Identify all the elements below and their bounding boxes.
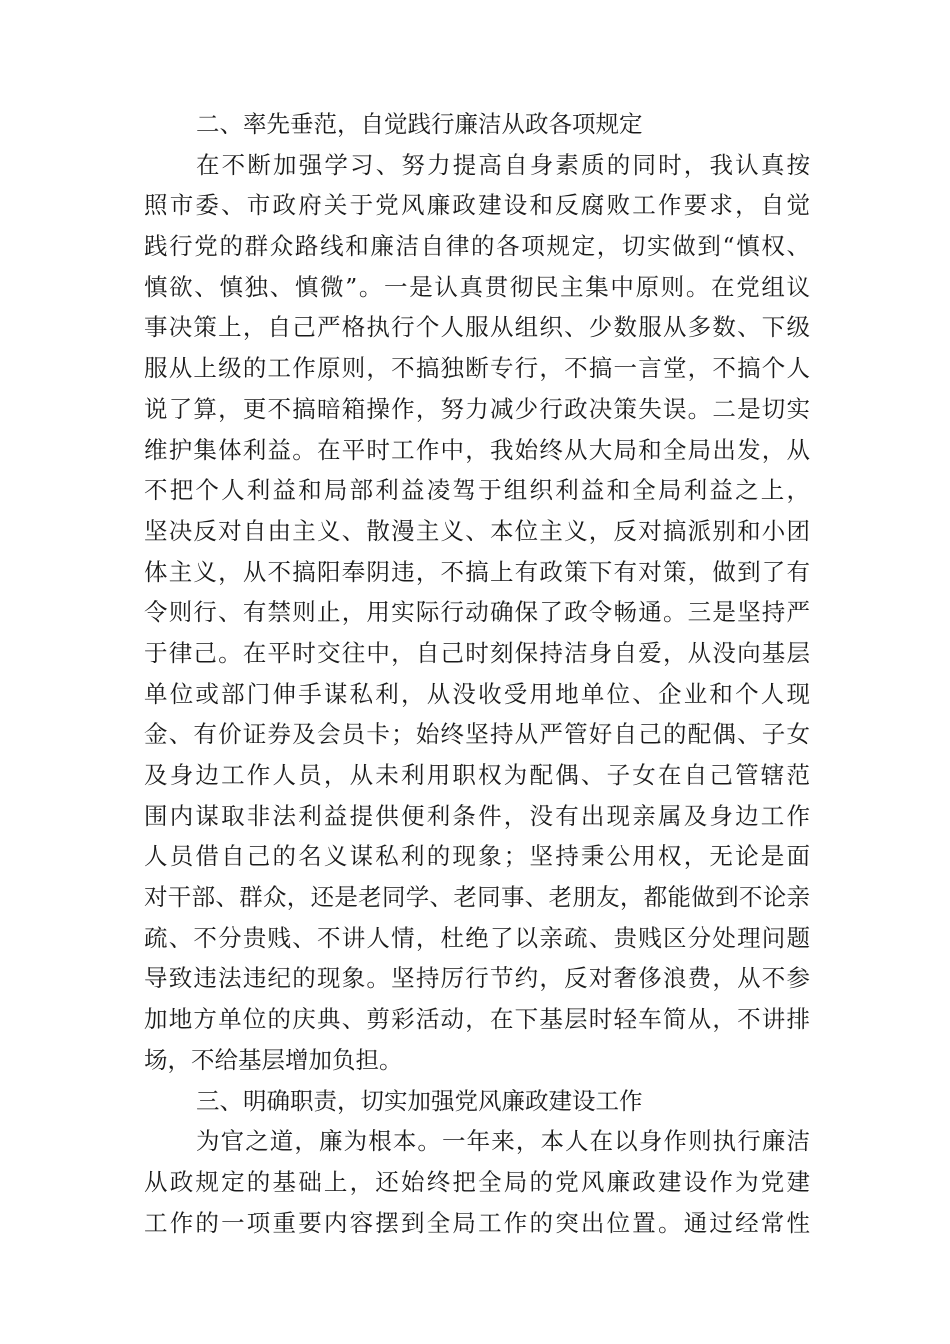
body-text-line: 不把个人利益和局部利益凌驾于组织利益和全局利益之上， <box>144 476 810 505</box>
body-text-line: 于律己。在平时交往中，自己时刻保持洁身自爱，从没向基层 <box>144 638 810 667</box>
body-text-line: 服从上级的工作原则，不搞独断专行，不搞一言堂，不搞个人 <box>144 354 810 383</box>
body-text-line: 在不断加强学习、努力提高自身素质的同时，我认真按 <box>196 150 810 179</box>
body-text-line: 单位或部门伸手谋私利，从没收受用地单位、企业和个人现 <box>144 679 810 708</box>
body-text-line: 工作的一项重要内容摆到全局工作的突出位置。通过经常性 <box>144 1208 810 1237</box>
body-text-line: 说了算，更不搞暗箱操作，努力减少行政决策失误。二是切实 <box>144 394 810 423</box>
body-text-line: 照市委、市政府关于党风廉政建设和反腐败工作要求，自觉 <box>144 191 810 220</box>
body-text-line: 疏、不分贵贱、不讲人情，杜绝了以亲疏、贵贱区分处理问题 <box>144 923 810 952</box>
section-heading: 二、率先垂范，自觉践行廉洁从政各项规定 <box>196 110 643 138</box>
section-heading: 三、明确职责，切实加强党风廉政建设工作 <box>196 1086 643 1115</box>
body-text-line: 事决策上，自己严格执行个人服从组织、少数服从多数、下级 <box>144 313 810 342</box>
body-text-line: 践行党的群众路线和廉洁自律的各项规定，切实做到“慎权、 <box>144 232 810 261</box>
body-text-line: 导致违法违纪的现象。坚持厉行节约，反对奢侈浪费，从不参 <box>144 964 810 993</box>
body-text-line: 令则行、有禁则止，用实际行动确保了政令畅通。三是坚持严 <box>144 598 810 627</box>
body-text-line: 为官之道，廉为根本。一年来，本人在以身作则执行廉洁 <box>196 1127 810 1156</box>
body-text-line: 加地方单位的庆典、剪彩活动，在下基层时轻车简从，不讲排 <box>144 1005 810 1034</box>
body-text-line: 维护集体利益。在平时工作中，我始终从大局和全局出发，从 <box>144 435 810 464</box>
body-text-line: 慎欲、慎独、慎微”。一是认真贯彻民主集中原则。在党组议 <box>144 272 810 301</box>
body-text-line: 场，不给基层增加负担。 <box>144 1045 403 1074</box>
body-text-line: 坚决反对自由主义、散漫主义、本位主义，反对搞派别和小团 <box>144 516 810 545</box>
document-page <box>144 104 810 1243</box>
body-text-line: 人员借自己的名义谋私利的现象；坚持秉公用权，无论是面 <box>144 842 810 871</box>
body-text-line: 体主义，从不搞阳奉阴违，不搞上有政策下有对策，做到了有 <box>144 557 810 586</box>
body-text-line: 及身边工作人员，从未利用职权为配偶、子女在自己管辖范 <box>144 761 810 789</box>
body-text-line: 金、有价证券及会员卡；始终坚持从严管好自己的配偶、子女 <box>144 720 810 749</box>
body-text-line: 围内谋取非法利益提供便利条件，没有出现亲属及身边工作 <box>144 801 810 830</box>
body-text-line: 对干部、群众，还是老同学、老同事、老朋友，都能做到不论亲 <box>144 883 810 912</box>
body-text-line: 从政规定的基础上，还始终把全局的党风廉政建设作为党建 <box>144 1167 810 1196</box>
